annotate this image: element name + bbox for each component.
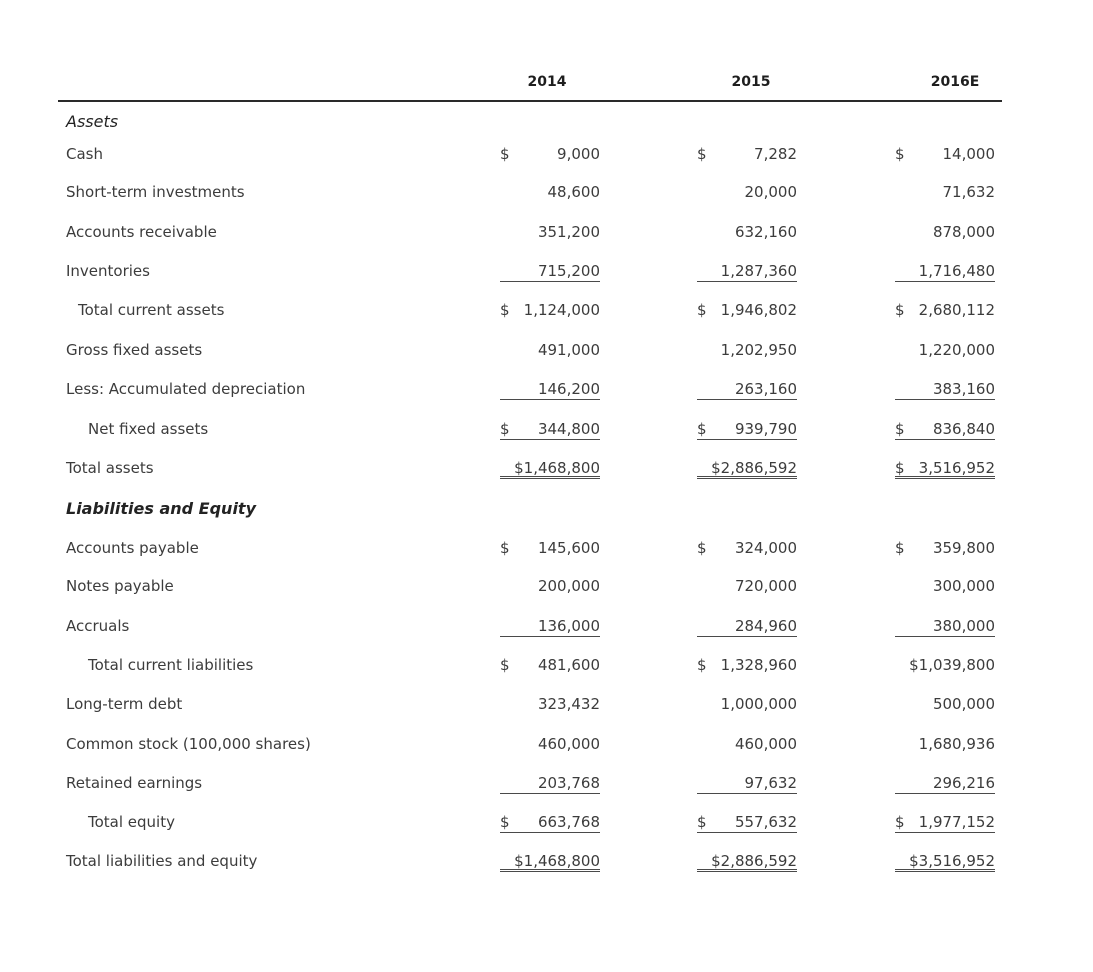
amount: 1,680,936 (918, 735, 995, 753)
row-label: Notes payable (66, 577, 174, 595)
amount: 323,432 (537, 695, 600, 713)
amount: 720,000 (734, 577, 797, 595)
value-cell-2014 (500, 180, 600, 204)
amount: 344,800 (537, 420, 600, 438)
amount: 1,287,360 (720, 262, 797, 280)
section-heading-row (0, 110, 1093, 134)
column-header-2016e: 2016E (930, 74, 980, 90)
table-row-accounts-payable (0, 536, 1093, 560)
value-cell-2015 (697, 692, 797, 716)
value-cell-2015 (697, 732, 797, 756)
amount: 1,977,152 (918, 813, 995, 831)
currency-symbol: $ (895, 420, 905, 438)
currency-symbol: $ (895, 459, 905, 477)
value-cell-2016e (895, 849, 995, 873)
amount: 200,000 (537, 577, 600, 595)
value-cell-2014 (500, 614, 600, 638)
amount: 203,768 (537, 774, 600, 792)
value-cell-2016e (895, 771, 995, 795)
value-cell-2015 (697, 536, 797, 560)
value-cell-2016e (895, 417, 995, 441)
currency-symbol: $ (697, 656, 707, 674)
value-cell-2014 (500, 849, 600, 873)
amount: 481,600 (537, 656, 600, 674)
value-cell-2014 (500, 574, 600, 598)
table-row-total-liabilities-and-equity (0, 849, 1093, 873)
value-cell-2014 (500, 377, 600, 401)
amount: 1,946,802 (720, 301, 797, 319)
row-label: Inventories (66, 262, 150, 280)
amount: 48,600 (547, 183, 600, 201)
amount: 9,000 (557, 145, 600, 163)
table-row-common-stock-100-000-shares (0, 732, 1093, 756)
row-label: Total liabilities and equity (66, 852, 258, 870)
table-row-cash (0, 142, 1093, 166)
amount: $3,516,952 (909, 852, 995, 870)
amount: 1,124,000 (523, 301, 600, 319)
currency-symbol: $ (500, 145, 510, 163)
value-cell-2014 (500, 771, 600, 795)
amount: 14,000 (942, 145, 995, 163)
value-cell-2016e (895, 259, 995, 283)
section-title-assets: Assets (66, 112, 119, 131)
amount: 351,200 (537, 223, 600, 241)
value-cell-2014 (500, 456, 600, 480)
amount: $1,039,800 (909, 656, 995, 674)
value-cell-2015 (697, 614, 797, 638)
value-cell-2014 (500, 810, 600, 834)
value-cell-2016e (895, 614, 995, 638)
value-cell-2016e (895, 536, 995, 560)
amount: 300,000 (932, 577, 995, 595)
table-row-accruals (0, 614, 1093, 638)
amount: 2,680,112 (918, 301, 995, 319)
section-heading-row (0, 497, 1093, 521)
value-cell-2016e (895, 180, 995, 204)
currency-symbol: $ (697, 145, 707, 163)
value-cell-2016e (895, 142, 995, 166)
table-row-short-term-investments (0, 180, 1093, 204)
row-label: Total current liabilities (88, 656, 254, 674)
row-label: Cash (66, 145, 103, 163)
header-rule (58, 100, 1002, 102)
currency-symbol: $ (697, 301, 707, 319)
currency-symbol: $ (895, 813, 905, 831)
amount: 3,516,952 (918, 459, 995, 477)
row-label: Long-term debt (66, 695, 183, 713)
amount: 460,000 (537, 735, 600, 753)
value-cell-2015 (697, 180, 797, 204)
value-cell-2016e (895, 810, 995, 834)
currency-symbol: $ (697, 420, 707, 438)
table-row-long-term-debt (0, 692, 1093, 716)
row-label: Gross fixed assets (66, 341, 203, 359)
row-label: Total assets (66, 459, 154, 477)
currency-symbol: $ (697, 539, 707, 557)
amount: 359,800 (932, 539, 995, 557)
amount: 324,000 (734, 539, 797, 557)
amount: 460,000 (734, 735, 797, 753)
amount: 263,160 (734, 380, 797, 398)
amount: 136,000 (537, 617, 600, 635)
amount: 663,768 (537, 813, 600, 831)
table-row-retained-earnings (0, 771, 1093, 795)
amount: 1,000,000 (720, 695, 797, 713)
amount: 1,202,950 (720, 341, 797, 359)
row-label: Accounts payable (66, 539, 199, 557)
currency-symbol: $ (500, 539, 510, 557)
row-label: Accruals (66, 617, 130, 635)
amount: 500,000 (932, 695, 995, 713)
amount: 1,220,000 (918, 341, 995, 359)
value-cell-2015 (697, 142, 797, 166)
currency-symbol: $ (697, 813, 707, 831)
row-label: Accounts receivable (66, 223, 217, 241)
table-row-inventories (0, 259, 1093, 283)
table-row-total-assets (0, 456, 1093, 480)
value-cell-2015 (697, 653, 797, 677)
value-cell-2016e (895, 338, 995, 362)
value-cell-2015 (697, 220, 797, 244)
table-row-total-equity (0, 810, 1093, 834)
row-label: Total equity (88, 813, 175, 831)
amount: 7,282 (754, 145, 797, 163)
table-row-accounts-receivable (0, 220, 1093, 244)
column-header-2015: 2015 (731, 74, 771, 90)
amount: 380,000 (932, 617, 995, 635)
value-cell-2015 (697, 338, 797, 362)
value-cell-2015 (697, 377, 797, 401)
value-cell-2014 (500, 653, 600, 677)
currency-symbol: $ (500, 813, 510, 831)
value-cell-2015 (697, 574, 797, 598)
amount: $2,886,592 (711, 852, 797, 870)
value-cell-2016e (895, 220, 995, 244)
amount: 836,840 (932, 420, 995, 438)
value-cell-2014 (500, 417, 600, 441)
currency-symbol: $ (500, 656, 510, 674)
value-cell-2014 (500, 220, 600, 244)
amount: 715,200 (537, 262, 600, 280)
amount: 71,632 (942, 183, 995, 201)
amount: $1,468,800 (514, 459, 600, 477)
amount: $1,468,800 (514, 852, 600, 870)
currency-symbol: $ (500, 301, 510, 319)
amount: 284,960 (734, 617, 797, 635)
row-label: Net fixed assets (88, 420, 209, 438)
amount: 383,160 (932, 380, 995, 398)
value-cell-2015 (697, 810, 797, 834)
value-cell-2015 (697, 771, 797, 795)
value-cell-2014 (500, 732, 600, 756)
row-label: Less: Accumulated depreciation (66, 380, 306, 398)
row-label: Retained earnings (66, 774, 203, 792)
amount: 20,000 (744, 183, 797, 201)
table-row-total-current-assets (0, 298, 1093, 322)
amount: 939,790 (734, 420, 797, 438)
table-row-less-accumulated-depreciation (0, 377, 1093, 401)
value-cell-2015 (697, 259, 797, 283)
value-cell-2015 (697, 298, 797, 322)
row-label: Short-term investments (66, 183, 245, 201)
amount: 1,716,480 (918, 262, 995, 280)
currency-symbol: $ (500, 420, 510, 438)
row-label: Total current assets (78, 301, 225, 319)
amount: 146,200 (537, 380, 600, 398)
value-cell-2015 (697, 417, 797, 441)
value-cell-2014 (500, 259, 600, 283)
value-cell-2016e (895, 377, 995, 401)
value-cell-2014 (500, 536, 600, 560)
value-cell-2014 (500, 142, 600, 166)
amount: $2,886,592 (711, 459, 797, 477)
value-cell-2014 (500, 298, 600, 322)
amount: 97,632 (744, 774, 797, 792)
amount: 491,000 (537, 341, 600, 359)
amount: 632,160 (734, 223, 797, 241)
currency-symbol: $ (895, 145, 905, 163)
value-cell-2014 (500, 692, 600, 716)
table-row-gross-fixed-assets (0, 338, 1093, 362)
value-cell-2016e (895, 653, 995, 677)
amount: 557,632 (734, 813, 797, 831)
amount: 296,216 (932, 774, 995, 792)
amount: 878,000 (932, 223, 995, 241)
value-cell-2016e (895, 456, 995, 480)
value-cell-2016e (895, 574, 995, 598)
amount: 1,328,960 (720, 656, 797, 674)
value-cell-2016e (895, 298, 995, 322)
amount: 145,600 (537, 539, 600, 557)
table-row-notes-payable (0, 574, 1093, 598)
currency-symbol: $ (895, 539, 905, 557)
value-cell-2016e (895, 732, 995, 756)
value-cell-2014 (500, 338, 600, 362)
table-row-total-current-liabilities (0, 653, 1093, 677)
row-label: Common stock (100,000 shares) (66, 735, 311, 753)
value-cell-2015 (697, 456, 797, 480)
value-cell-2016e (895, 692, 995, 716)
currency-symbol: $ (895, 301, 905, 319)
column-header-2014: 2014 (527, 74, 567, 90)
section-title-liabilities-and-equity: Liabilities and Equity (66, 499, 257, 518)
table-row-net-fixed-assets (0, 417, 1093, 441)
value-cell-2015 (697, 849, 797, 873)
